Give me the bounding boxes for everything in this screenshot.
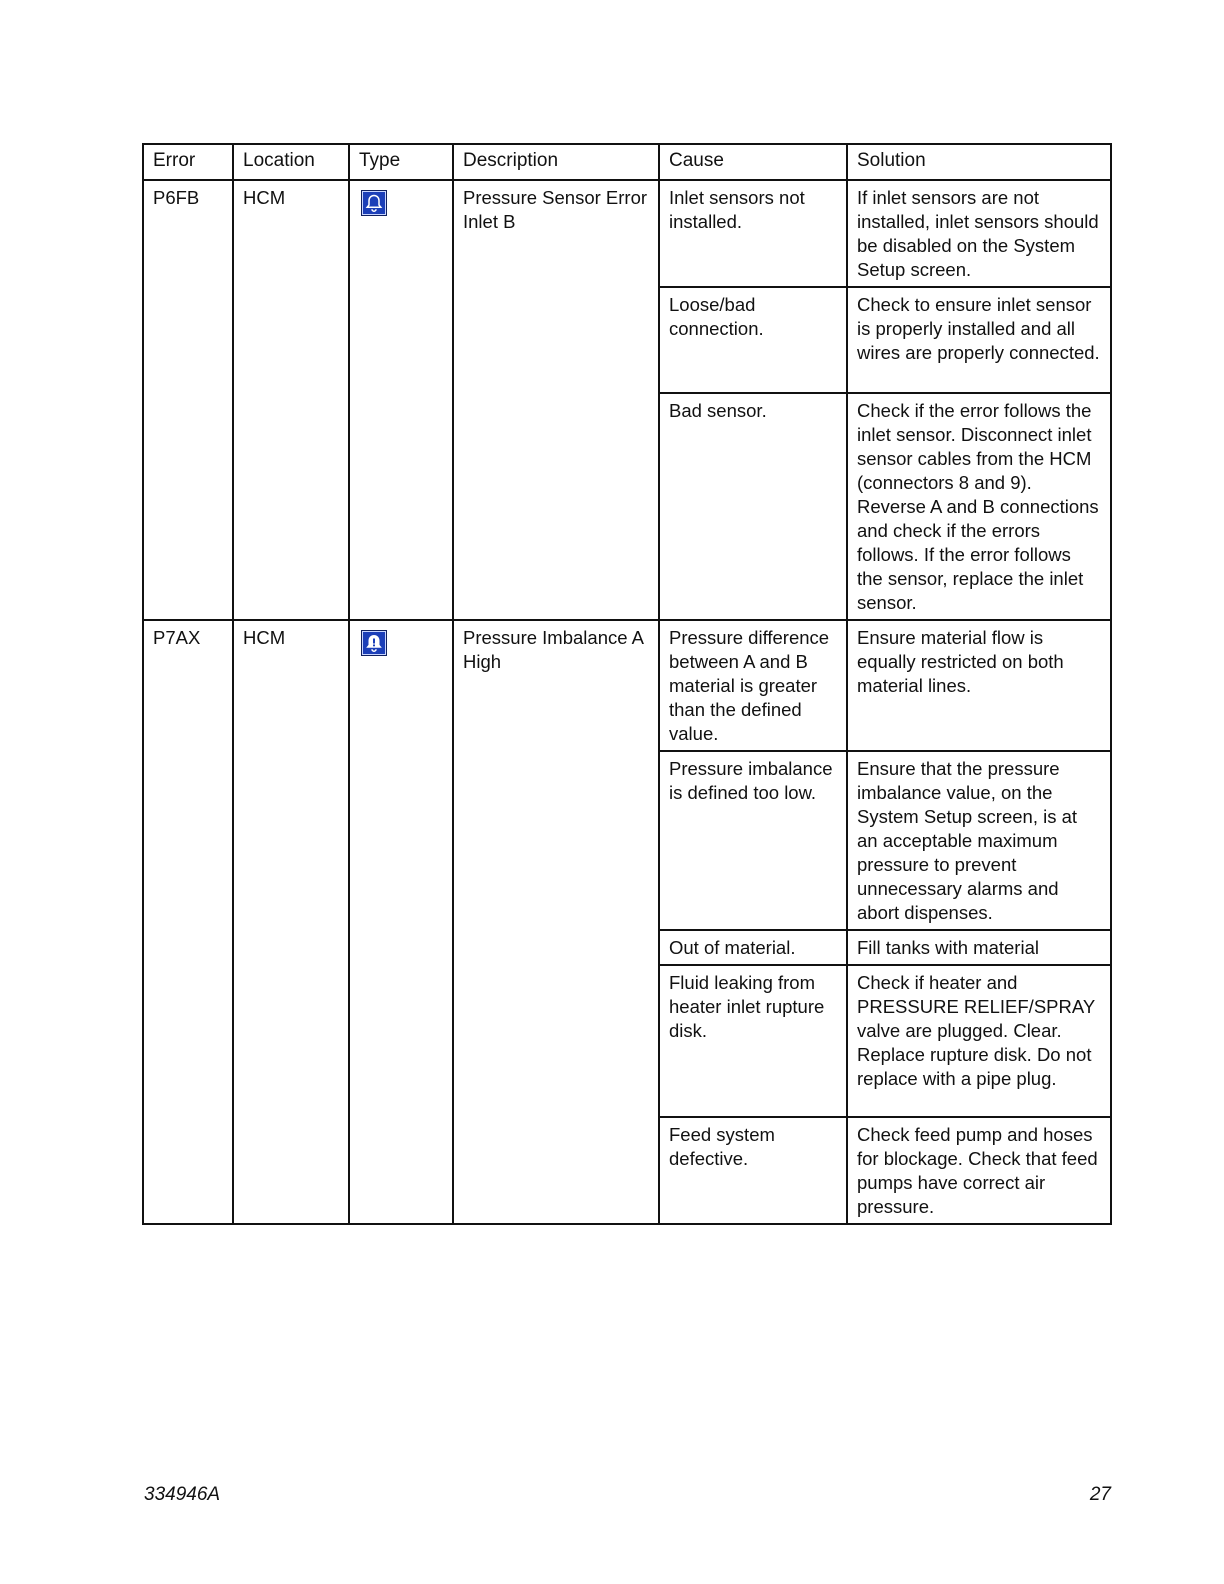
solution-cell: Check feed pump and hoses for blockage. Check that feed pumps have correct air pressure.: [847, 1117, 1111, 1224]
footer-page-number: 27: [1089, 1484, 1111, 1505]
type-cell: [349, 180, 453, 620]
cause-cell: Loose/bad connection.: [659, 287, 847, 393]
header-error: Error: [143, 144, 233, 180]
solution-cell: Check if heater and PRESSURE RELIEF/SPRAY valve are plugged. Clear. Replace rupture disk. Do not replace with a pipe plug.: [847, 965, 1111, 1117]
solution-cell: Fill tanks with material: [847, 930, 1111, 965]
solution-cell: Check if the error follows the inlet sensor. Disconnect inlet sensor cables from the HCM (connectors 8 and 9). Reverse A and B connections and check if the errors follows. If the error follows the sensor, replace the inlet sensor.: [847, 393, 1111, 620]
solution-cell: If inlet sensors are not installed, inlet sensors should be disabled on the System Setup screen.: [847, 180, 1111, 287]
header-location: Location: [233, 144, 349, 180]
cause-cell: Pressure difference between A and B material is greater than the defined value.: [659, 620, 847, 751]
cause-cell: Inlet sensors not installed.: [659, 180, 847, 287]
header-cause: Cause: [659, 144, 847, 180]
header-solution: Solution: [847, 144, 1111, 180]
table-row: [143, 180, 1111, 287]
footer-doc-number: 334946A: [144, 1484, 221, 1505]
solution-cell: Check to ensure inlet sensor is properly installed and all wires are properly connected.: [847, 287, 1111, 393]
header-description: Description: [453, 144, 659, 180]
type-cell: [349, 620, 453, 1224]
description-cell: Pressure Sensor Error Inlet B: [453, 180, 659, 620]
alarm-bell-icon: [361, 190, 387, 216]
solution-cell: Ensure that the pressure imbalance value, on the System Setup screen, is at an acceptable maximum pressure to prevent unnecessary alarms and abort dispenses.: [847, 751, 1111, 930]
cause-cell: Out of material.: [659, 930, 847, 965]
error-table: [142, 143, 1112, 1225]
location-cell: HCM: [233, 180, 349, 620]
header-type: Type: [349, 144, 453, 180]
alarm-bell-exclamation-icon: [361, 630, 387, 656]
cause-cell: Feed system defective.: [659, 1117, 847, 1224]
description-cell: Pressure Imbalance A High: [453, 620, 659, 1224]
solution-cell: Ensure material flow is equally restricted on both material lines.: [847, 620, 1111, 751]
cause-cell: Pressure imbalance is defined too low.: [659, 751, 847, 930]
table-header-row: [143, 144, 1111, 180]
error-code-cell: P6FB: [143, 180, 233, 620]
location-cell: HCM: [233, 620, 349, 1224]
error-code-cell: P7AX: [143, 620, 233, 1224]
table-row: [143, 620, 1111, 751]
cause-cell: Bad sensor.: [659, 393, 847, 620]
cause-cell: Fluid leaking from heater inlet rupture disk.: [659, 965, 847, 1117]
